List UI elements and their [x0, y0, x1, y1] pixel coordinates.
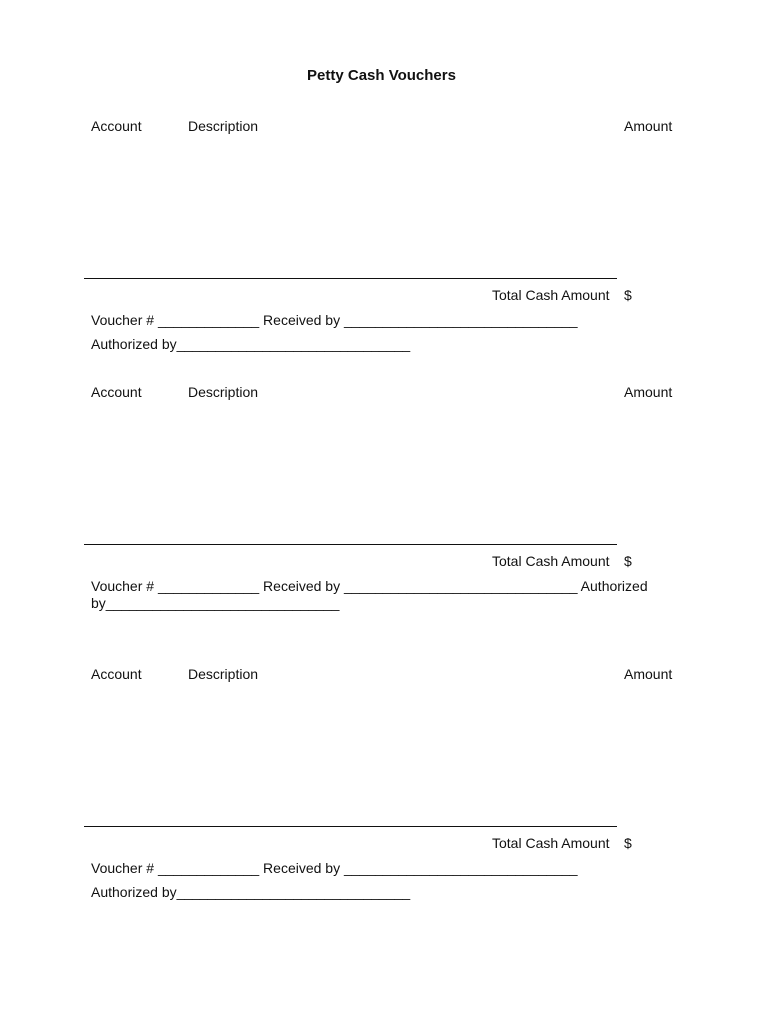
total-divider — [84, 278, 617, 279]
total-cash-label: Total Cash Amount — [492, 835, 610, 851]
total-cash-label: Total Cash Amount — [492, 553, 610, 569]
voucher-received-line: Voucher # _____________ Received by ______________________________ — [91, 312, 578, 328]
currency-symbol: $ — [624, 553, 632, 569]
currency-symbol: $ — [624, 287, 632, 303]
amount-header: Amount — [624, 118, 673, 134]
account-header: Account — [91, 384, 142, 400]
currency-symbol: $ — [624, 835, 632, 851]
account-header: Account — [91, 666, 142, 682]
total-divider — [84, 544, 617, 545]
account-header: Account — [91, 118, 142, 134]
total-divider — [84, 826, 617, 827]
description-header: Description — [188, 666, 259, 682]
authorized-by-line: Authorized by______________________________ — [91, 336, 411, 352]
total-cash-label: Total Cash Amount — [492, 287, 610, 303]
authorized-by-line: Authorized by______________________________ — [91, 884, 411, 900]
voucher-received-line: Voucher # _____________ Received by ______________________________ Authorized — [91, 578, 648, 594]
amount-header: Amount — [624, 666, 673, 682]
description-header: Description — [188, 118, 259, 134]
amount-header: Amount — [624, 384, 673, 400]
description-header: Description — [188, 384, 259, 400]
voucher-received-line: Voucher # _____________ Received by ______________________________ — [91, 860, 578, 876]
authorized-by-line: by______________________________ — [91, 595, 340, 611]
page-title: Petty Cash Vouchers — [307, 67, 456, 84]
